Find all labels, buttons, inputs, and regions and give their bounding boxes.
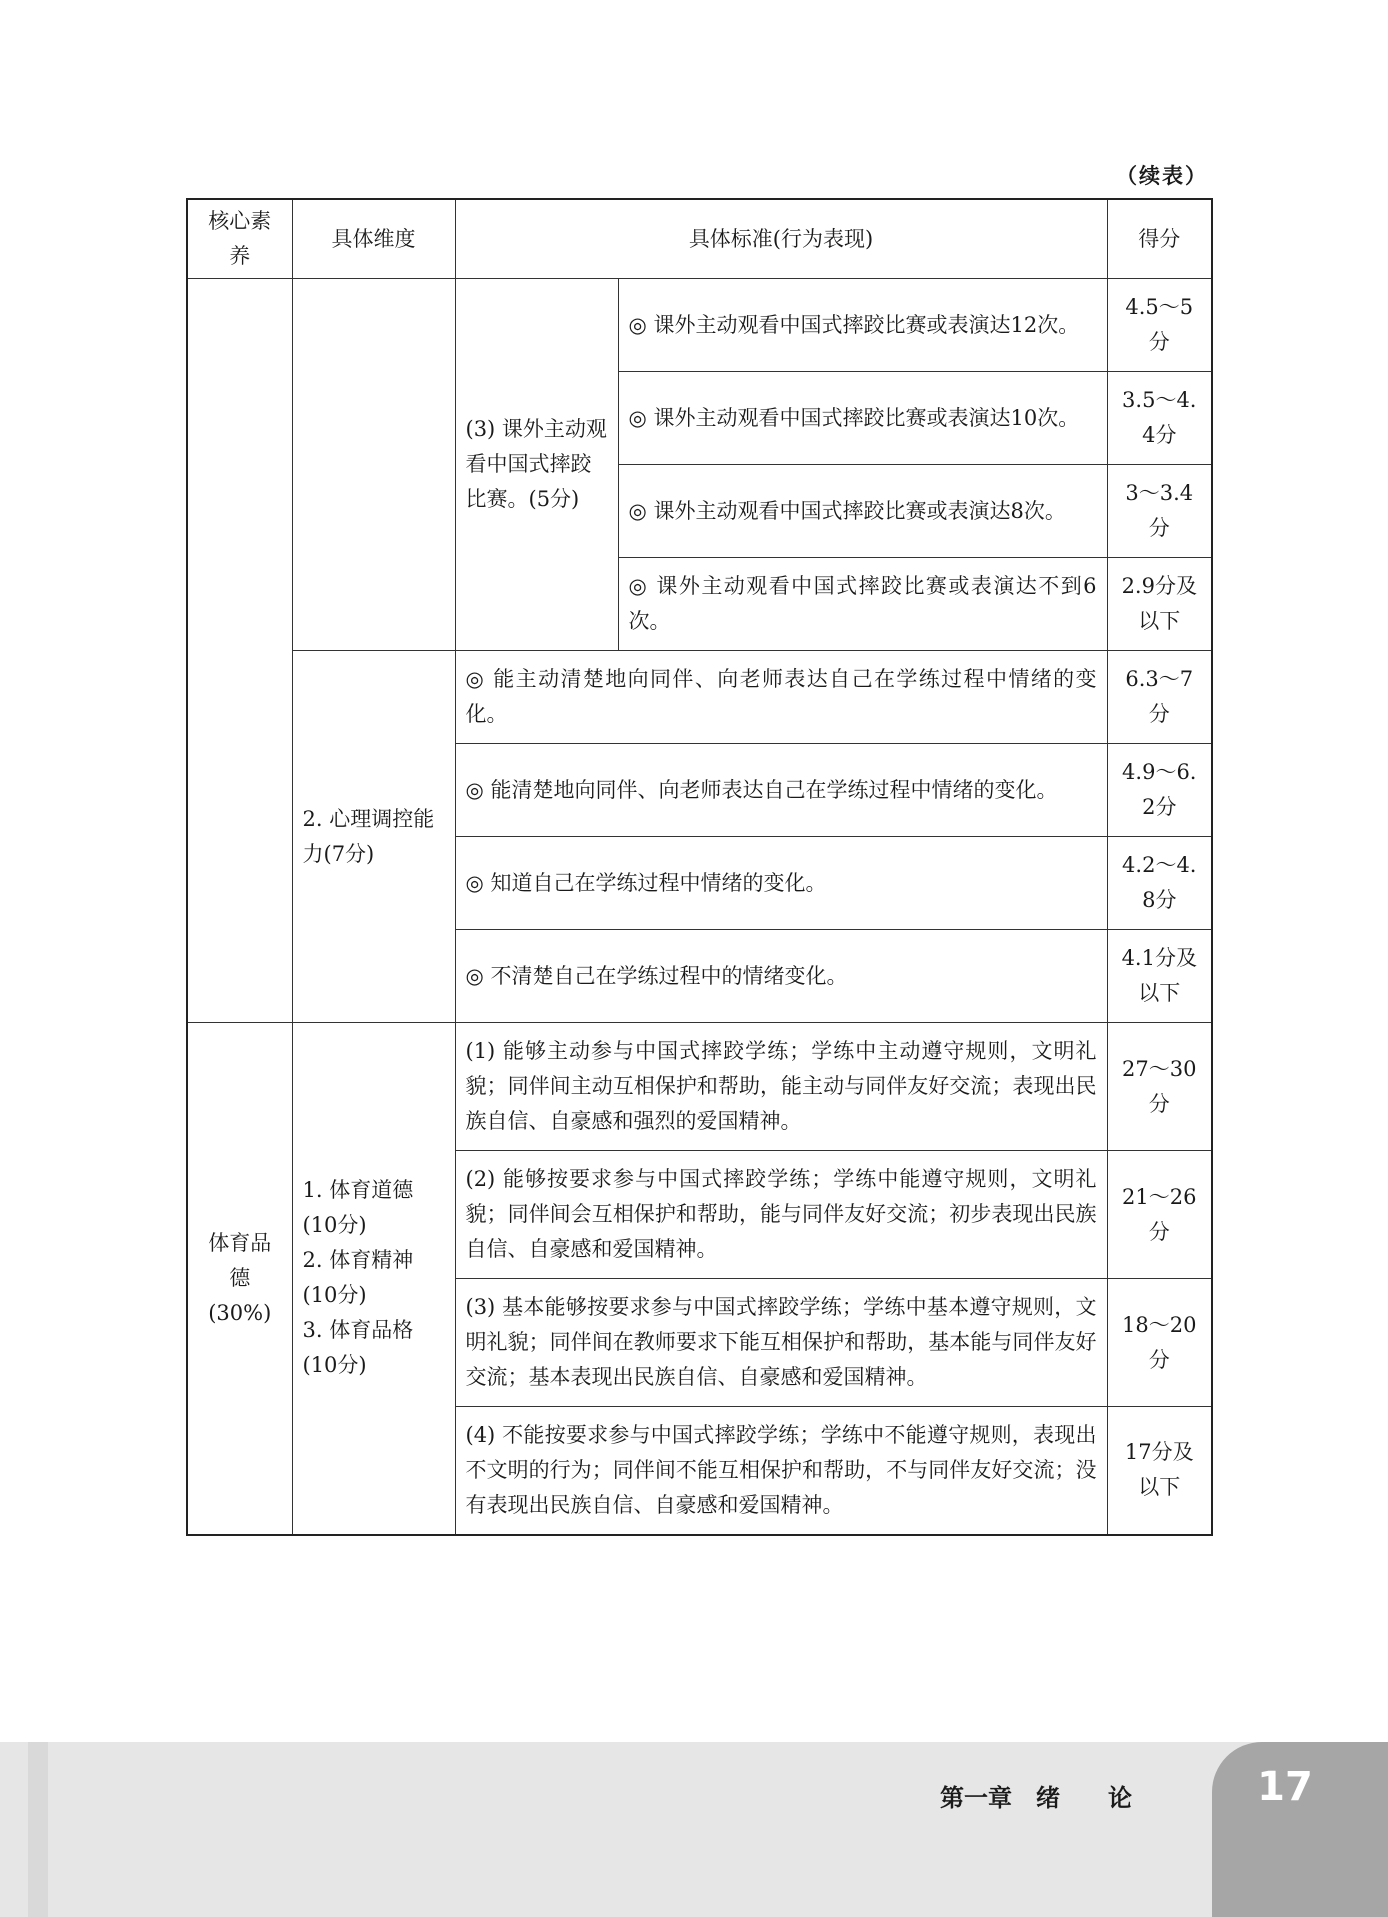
score: 21～26分 [1107,1151,1212,1279]
table-row [187,1023,1212,1151]
core-character [187,1023,292,1535]
dimension-line: (10分) [302,1283,367,1308]
evaluation-table [186,198,1213,1536]
dimension-psych: 2. 心理调控能力(7分) [292,651,455,1023]
criterion: (1) 能够主动参与中国式摔跤学练；学练中主动遵守规则，文明礼貌；同伴间主动互相保护和帮助，能主动与同伴友好交流；表现出民族自信、自豪感和强烈的爱国精神。 [455,1023,1107,1151]
core-character-weight: (30%) [208,1300,272,1325]
header-core: 核心素养 [187,199,292,279]
score: 3～3.4分 [1107,465,1212,558]
core-character-name: 体育品德 [208,1230,272,1290]
score: 18～20分 [1107,1279,1212,1407]
chapter-title: 第一章 绪 论 [940,1784,1132,1812]
score: 2.9分及以下 [1107,558,1212,651]
continued-label: （续表） [1116,164,1208,188]
score: 4.2～4.8分 [1107,837,1212,930]
criterion: (4) 不能按要求参与中国式摔跤学练；学练中不能遵守规则，表现出不文明的行为；同伴间不能互相保护和帮助，不与同伴友好交流；没有表现出民族自信、自豪感和爱国精神。 [455,1407,1107,1535]
dimension-line: 3. 体育品格 [302,1318,414,1343]
dimension-line: 1. 体育道德 [302,1178,414,1203]
dimension-line: (10分) [302,1353,367,1378]
dimension-line: 2. 体育精神 [302,1248,414,1273]
criterion: (3) 基本能够按要求参与中国式摔跤学练；学练中基本遵守规则，文明礼貌；同伴间在教师要求下能互相保护和帮助，基本能与同伴友好交流；基本表现出民族自信、自豪感和爱国精神。 [455,1279,1107,1407]
table-header-row [187,199,1212,279]
page-number: 17 [1257,1764,1313,1810]
footer-bar [0,1742,1388,1917]
criterion: ◎ 能清楚地向同伴、向老师表达自己在学练过程中情绪的变化。 [455,744,1107,837]
criterion: ◎ 课外主动观看中国式摔跤比赛或表演达不到6次。 [618,558,1107,651]
table-row [187,651,1212,744]
criterion: ◎ 课外主动观看中国式摔跤比赛或表演达8次。 [618,465,1107,558]
criterion: ◎ 知道自己在学练过程中情绪的变化。 [455,837,1107,930]
header-score: 得分 [1107,199,1212,279]
criterion: ◎ 课外主动观看中国式摔跤比赛或表演达10次。 [618,372,1107,465]
dimension-cell-empty [292,279,455,651]
score: 6.3～7分 [1107,651,1212,744]
score: 4.1分及以下 [1107,930,1212,1023]
header-dimension: 具体维度 [292,199,455,279]
core-cell-empty [187,279,292,1023]
score: 4.9～6.2分 [1107,744,1212,837]
dimension-character [292,1023,455,1535]
score: 3.5～4.4分 [1107,372,1212,465]
score: 4.5～5分 [1107,279,1212,372]
score: 17分及以下 [1107,1407,1212,1535]
header-standard: 具体标准(行为表现) [455,199,1107,279]
criterion: ◎ 能主动清楚地向同伴、向老师表达自己在学练过程中情绪的变化。 [455,651,1107,744]
footer-stripe [28,1742,48,1917]
sub-item-watch: (3) 课外主动观看中国式摔跤比赛。(5分) [455,279,618,651]
score: 27～30分 [1107,1023,1212,1151]
table-row [187,279,1212,372]
criterion: (2) 能够按要求参与中国式摔跤学练；学练中能遵守规则，文明礼貌；同伴间会互相保护和帮助，能与同伴友好交流；初步表现出民族自信、自豪感和爱国精神。 [455,1151,1107,1279]
dimension-line: (10分) [302,1213,367,1238]
criterion: ◎ 不清楚自己在学练过程中的情绪变化。 [455,930,1107,1023]
criterion: ◎ 课外主动观看中国式摔跤比赛或表演达12次。 [618,279,1107,372]
